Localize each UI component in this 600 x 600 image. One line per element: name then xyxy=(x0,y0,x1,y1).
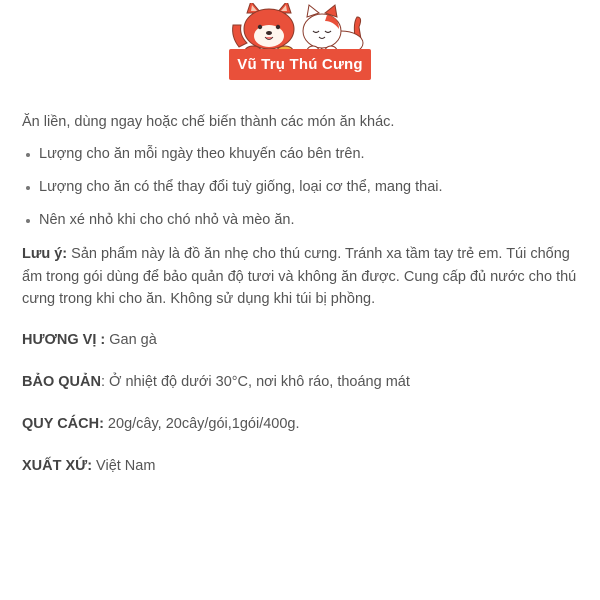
list-item xyxy=(22,210,592,230)
spec-label: QUY CÁCH: xyxy=(22,415,104,432)
list-item-text: Lượng cho ăn mỗi ngày theo khuyến cáo bên trên. xyxy=(39,146,365,162)
note-text: Sản phẩm này là đồ ăn nhẹ cho thú cưng. Tránh xa tầm tay trẻ em. Túi chống ẩm trong gói dùng để bảo quản độ tươi và không ăn được. Cung cấp đủ nước cho thú cưng trong khi cho ăn. Không sử dụng khi túi bị phồng. xyxy=(22,246,577,307)
brand-logo xyxy=(229,3,371,80)
bullet-icon xyxy=(26,186,30,190)
list-item xyxy=(22,144,592,164)
spec-label: XUẤT XỨ: xyxy=(22,457,93,474)
spec-storage xyxy=(22,372,592,392)
spec-label: HƯƠNG VỊ : xyxy=(22,331,106,348)
brand-name: Vũ Trụ Thú Cưng xyxy=(229,49,371,80)
spec-value: Việt Nam xyxy=(92,457,156,474)
list-item xyxy=(22,177,592,197)
spec-origin xyxy=(22,456,592,476)
feeding-guidelines-list xyxy=(22,144,592,230)
list-item-text: Nên xé nhỏ khi cho chó nhỏ và mèo ăn. xyxy=(39,212,295,228)
spec-value: Gan gà xyxy=(105,331,157,348)
spec-value: : Ở nhiệt độ dưới 30°C, nơi khô ráo, thoáng mát xyxy=(100,373,410,390)
note-label: Lưu ý: xyxy=(22,246,68,262)
bullet-icon xyxy=(26,153,30,157)
spec-label: BẢO QUẢN xyxy=(22,373,101,390)
intro-text: Ăn liền, dùng ngay hoặc chế biến thành các món ăn khác. xyxy=(22,114,395,130)
spec-flavor xyxy=(22,330,592,350)
list-item-text: Lượng cho ăn có thể thay đổi tuỳ giống, loại cơ thể, mang thai. xyxy=(39,179,443,195)
warning-note xyxy=(22,243,592,311)
spec-packaging xyxy=(22,414,592,434)
product-description xyxy=(22,112,592,498)
bullet-icon xyxy=(26,219,30,223)
spec-value: 20g/cây, 20cây/gói,1gói/400g. xyxy=(103,415,300,432)
